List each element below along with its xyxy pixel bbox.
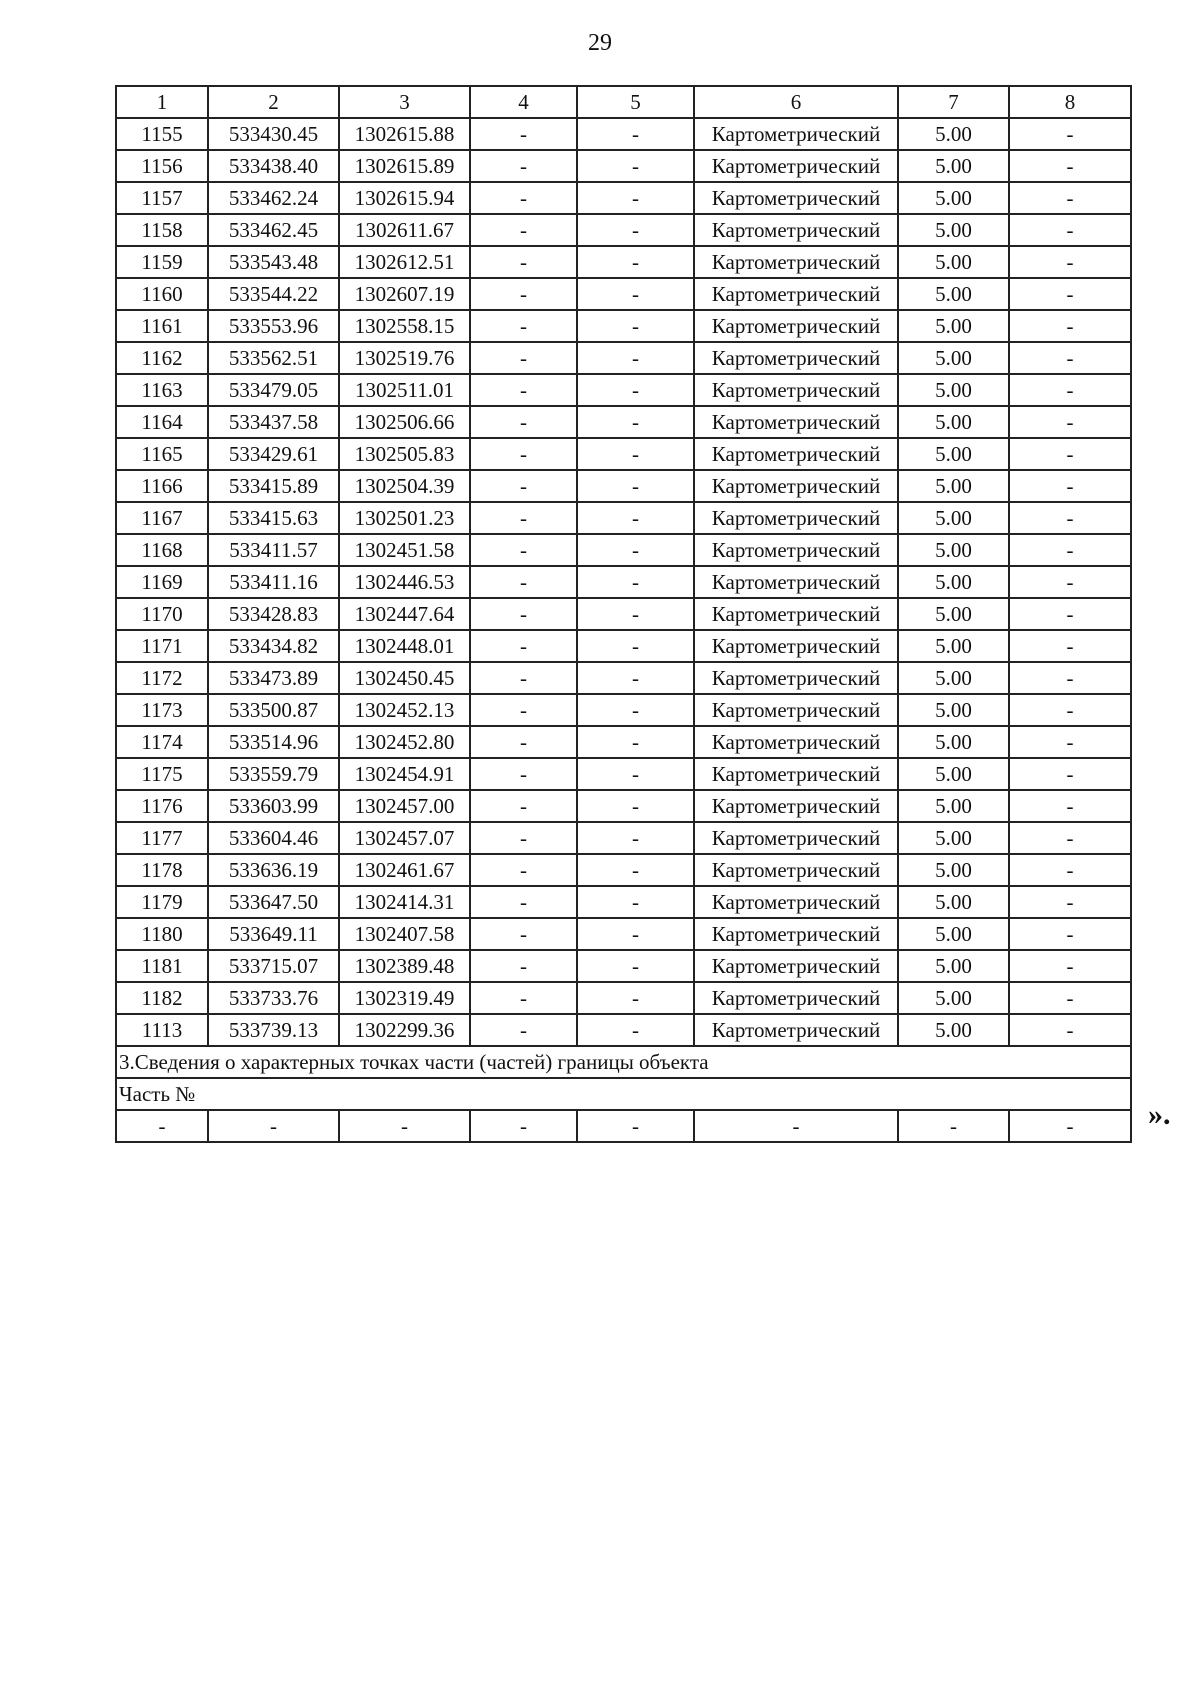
table-cell: 5.00 <box>898 886 1009 918</box>
table-cell: Картометрический <box>694 310 898 342</box>
table-row <box>116 502 1131 534</box>
table-cell: Картометрический <box>694 502 898 534</box>
table-cell: Картометрический <box>694 1014 898 1046</box>
table-cell: - <box>577 694 694 726</box>
table-cell: - <box>1009 534 1131 566</box>
table-cell: 5.00 <box>898 182 1009 214</box>
table-cell: 1302319.49 <box>339 982 470 1014</box>
table-cell: 5.00 <box>898 566 1009 598</box>
table-row <box>116 374 1131 406</box>
table-cell: - <box>470 118 577 150</box>
table-cell: 1302607.19 <box>339 278 470 310</box>
table-cell: 1173 <box>116 694 208 726</box>
table-cell: - <box>470 918 577 950</box>
table-cell: Картометрический <box>694 822 898 854</box>
table-cell: 533647.50 <box>208 886 339 918</box>
table-cell: 1177 <box>116 822 208 854</box>
table-cell: - <box>577 246 694 278</box>
table-cell: 1157 <box>116 182 208 214</box>
table-cell: 1172 <box>116 662 208 694</box>
table-cell: - <box>208 1110 339 1142</box>
table-row <box>116 214 1131 246</box>
table-cell: - <box>470 758 577 790</box>
table-cell: - <box>1009 790 1131 822</box>
table-cell: - <box>470 982 577 1014</box>
table-cell: - <box>1009 918 1131 950</box>
table-row <box>116 950 1131 982</box>
table-row <box>116 438 1131 470</box>
table-cell: Картометрический <box>694 726 898 758</box>
table-row <box>116 598 1131 630</box>
table-cell: 533604.46 <box>208 822 339 854</box>
table-cell: 1179 <box>116 886 208 918</box>
table-cell: 533543.48 <box>208 246 339 278</box>
table-cell: 533739.13 <box>208 1014 339 1046</box>
table-cell: - <box>1009 310 1131 342</box>
table-cell: 5.00 <box>898 406 1009 438</box>
table-cell: - <box>1009 886 1131 918</box>
table-cell: Картометрический <box>694 662 898 694</box>
table-cell: Картометрический <box>694 406 898 438</box>
table-cell: Картометрический <box>694 918 898 950</box>
table-cell: - <box>1009 630 1131 662</box>
table-cell: 1166 <box>116 470 208 502</box>
table-cell: - <box>577 918 694 950</box>
table-cell: - <box>1009 1110 1131 1142</box>
table-cell: 1160 <box>116 278 208 310</box>
table-cell: - <box>470 630 577 662</box>
table-cell: 2 <box>208 86 339 118</box>
table-cell: 5.00 <box>898 1014 1009 1046</box>
table-cell: 1302615.89 <box>339 150 470 182</box>
table-cell: - <box>577 566 694 598</box>
table-cell: 1302457.07 <box>339 822 470 854</box>
table-cell: 5.00 <box>898 950 1009 982</box>
table-row <box>116 694 1131 726</box>
table-cell: - <box>577 598 694 630</box>
table-cell: 533649.11 <box>208 918 339 950</box>
table-cell: - <box>470 1014 577 1046</box>
table-cell: 533553.96 <box>208 310 339 342</box>
table-cell: - <box>1009 726 1131 758</box>
table-row <box>116 854 1131 886</box>
table-cell: 5.00 <box>898 822 1009 854</box>
table-cell: 1302501.23 <box>339 502 470 534</box>
table-body <box>116 86 1131 1142</box>
table-cell: 1156 <box>116 150 208 182</box>
table-row <box>116 1014 1131 1046</box>
table-cell: - <box>1009 758 1131 790</box>
table-cell: 1181 <box>116 950 208 982</box>
table-row <box>116 630 1131 662</box>
table-cell: - <box>1009 662 1131 694</box>
table-cell: 5.00 <box>898 342 1009 374</box>
table-cell: - <box>577 726 694 758</box>
table-cell: - <box>339 1110 470 1142</box>
table-cell: - <box>1009 342 1131 374</box>
table-cell: 5.00 <box>898 854 1009 886</box>
table-cell: 533462.24 <box>208 182 339 214</box>
table-cell: - <box>470 534 577 566</box>
table-cell: - <box>470 886 577 918</box>
part-label-row <box>116 1078 1131 1110</box>
table-row <box>116 246 1131 278</box>
table-cell: - <box>1009 118 1131 150</box>
table-row <box>116 406 1131 438</box>
table-cell: - <box>577 662 694 694</box>
table-cell: 533562.51 <box>208 342 339 374</box>
table-cell: - <box>577 758 694 790</box>
table-cell: 5.00 <box>898 150 1009 182</box>
table-cell: 1168 <box>116 534 208 566</box>
table-cell: 533411.16 <box>208 566 339 598</box>
table-cell: 5.00 <box>898 918 1009 950</box>
table-cell: 5.00 <box>898 694 1009 726</box>
table-cell: 5.00 <box>898 374 1009 406</box>
table-cell: 533438.40 <box>208 150 339 182</box>
table-cell: Картометрический <box>694 118 898 150</box>
table-cell: - <box>470 854 577 886</box>
table-cell: - <box>577 438 694 470</box>
table-cell: 4 <box>470 86 577 118</box>
table-cell: 1302505.83 <box>339 438 470 470</box>
table-cell: - <box>470 278 577 310</box>
table-cell: Картометрический <box>694 438 898 470</box>
table-cell: 5.00 <box>898 982 1009 1014</box>
table-cell: - <box>577 630 694 662</box>
table-cell: - <box>1009 694 1131 726</box>
section-title: 3.Сведения о характерных точках части (частей) границы объекта <box>116 1046 1131 1078</box>
table-cell: Картометрический <box>694 758 898 790</box>
table-cell: - <box>577 310 694 342</box>
table-cell: - <box>470 438 577 470</box>
table-cell: - <box>470 182 577 214</box>
table-cell: Картометрический <box>694 982 898 1014</box>
table-cell: - <box>470 598 577 630</box>
table-cell: - <box>1009 150 1131 182</box>
table-cell: - <box>577 118 694 150</box>
table-cell: 5.00 <box>898 118 1009 150</box>
table-cell: 1175 <box>116 758 208 790</box>
table-cell: 5.00 <box>898 278 1009 310</box>
table-cell: 533733.76 <box>208 982 339 1014</box>
table-row <box>116 790 1131 822</box>
table-cell: 1302611.67 <box>339 214 470 246</box>
table-cell: 1302511.01 <box>339 374 470 406</box>
table-cell: 5.00 <box>898 758 1009 790</box>
table-cell: - <box>470 406 577 438</box>
table-cell: 5.00 <box>898 214 1009 246</box>
table-cell: - <box>577 150 694 182</box>
table-cell: - <box>577 950 694 982</box>
table-cell: - <box>577 406 694 438</box>
table-cell: 1302461.67 <box>339 854 470 886</box>
table-cell: - <box>577 502 694 534</box>
table-cell: - <box>577 342 694 374</box>
table-cell: Картометрический <box>694 694 898 726</box>
table-cell: Картометрический <box>694 342 898 374</box>
table-cell: - <box>1009 182 1131 214</box>
table-cell: 5.00 <box>898 790 1009 822</box>
table-row <box>116 342 1131 374</box>
table-cell: Картометрический <box>694 566 898 598</box>
table-cell: 533514.96 <box>208 726 339 758</box>
page-number: 29 <box>588 30 612 56</box>
table-cell: Картометрический <box>694 854 898 886</box>
table-cell: Картометрический <box>694 278 898 310</box>
table-cell: - <box>577 278 694 310</box>
table-cell: - <box>577 886 694 918</box>
table-row <box>116 758 1131 790</box>
table-cell: 1302454.91 <box>339 758 470 790</box>
empty-row <box>116 1110 1131 1142</box>
table-cell: 1302450.45 <box>339 662 470 694</box>
table-cell: 1155 <box>116 118 208 150</box>
table-cell: - <box>470 950 577 982</box>
table-cell: - <box>1009 1014 1131 1046</box>
table-cell: - <box>470 470 577 502</box>
table-cell: 1158 <box>116 214 208 246</box>
table-cell: - <box>1009 854 1131 886</box>
table-cell: Картометрический <box>694 470 898 502</box>
table-cell: - <box>1009 214 1131 246</box>
table-cell: 1170 <box>116 598 208 630</box>
table-cell: - <box>577 214 694 246</box>
table-row <box>116 278 1131 310</box>
table-cell: - <box>470 342 577 374</box>
table-cell: - <box>1009 374 1131 406</box>
table-cell: - <box>470 246 577 278</box>
table-cell: 1302446.53 <box>339 566 470 598</box>
table-cell: 1302448.01 <box>339 630 470 662</box>
table-cell: - <box>470 822 577 854</box>
table-row <box>116 662 1131 694</box>
table-row <box>116 918 1131 950</box>
table-cell: - <box>577 822 694 854</box>
table-cell: Картометрический <box>694 630 898 662</box>
table-cell: Картометрический <box>694 886 898 918</box>
closing-quote: ». <box>1148 1098 1171 1131</box>
table-cell: - <box>470 1110 577 1142</box>
table-cell: 1302504.39 <box>339 470 470 502</box>
table-cell: 533473.89 <box>208 662 339 694</box>
table-cell: 1302506.66 <box>339 406 470 438</box>
table-cell: - <box>577 982 694 1014</box>
part-label: Часть № <box>116 1078 1131 1110</box>
table-cell: 1302615.88 <box>339 118 470 150</box>
table-cell: - <box>577 790 694 822</box>
table-cell: 533636.19 <box>208 854 339 886</box>
header-row <box>116 86 1131 118</box>
table-cell: - <box>116 1110 208 1142</box>
table-row <box>116 182 1131 214</box>
table-cell: 1302447.64 <box>339 598 470 630</box>
table-cell: 533603.99 <box>208 790 339 822</box>
table-row <box>116 822 1131 854</box>
table-cell: 1302389.48 <box>339 950 470 982</box>
table-cell: 533462.45 <box>208 214 339 246</box>
table-row <box>116 886 1131 918</box>
table-cell: 1182 <box>116 982 208 1014</box>
table-cell: Картометрический <box>694 374 898 406</box>
table-cell: - <box>577 182 694 214</box>
table-cell: - <box>470 790 577 822</box>
table-cell: 1302407.58 <box>339 918 470 950</box>
table-cell: - <box>577 374 694 406</box>
table-cell: - <box>470 310 577 342</box>
table-cell: 5 <box>577 86 694 118</box>
table-cell: - <box>470 662 577 694</box>
table-cell: 1162 <box>116 342 208 374</box>
table-cell: 5.00 <box>898 502 1009 534</box>
table-cell: - <box>470 150 577 182</box>
table-cell: 1302452.80 <box>339 726 470 758</box>
table-cell: 5.00 <box>898 630 1009 662</box>
table-cell: 1165 <box>116 438 208 470</box>
table-cell: Картометрический <box>694 950 898 982</box>
table-cell: 533429.61 <box>208 438 339 470</box>
table-cell: Картометрический <box>694 598 898 630</box>
table-cell: 1302414.31 <box>339 886 470 918</box>
table-cell: 1171 <box>116 630 208 662</box>
table-cell: 1302612.51 <box>339 246 470 278</box>
table-cell: 3 <box>339 86 470 118</box>
table-cell: - <box>1009 438 1131 470</box>
table-cell: 1302457.00 <box>339 790 470 822</box>
section-title-row <box>116 1046 1131 1078</box>
table-cell: - <box>1009 470 1131 502</box>
table-cell: 533415.63 <box>208 502 339 534</box>
table-cell: - <box>1009 822 1131 854</box>
table-cell: - <box>470 214 577 246</box>
table-cell: - <box>470 374 577 406</box>
table-cell: 1164 <box>116 406 208 438</box>
table-cell: 5.00 <box>898 310 1009 342</box>
table-cell: 533434.82 <box>208 630 339 662</box>
table-cell: 1159 <box>116 246 208 278</box>
table-cell: - <box>1009 566 1131 598</box>
table-cell: 5.00 <box>898 726 1009 758</box>
table-cell: 1302558.15 <box>339 310 470 342</box>
table-cell: 533430.45 <box>208 118 339 150</box>
table-row <box>116 470 1131 502</box>
table-cell: Картометрический <box>694 150 898 182</box>
table-row <box>116 310 1131 342</box>
table-cell: 533559.79 <box>208 758 339 790</box>
table-cell: 6 <box>694 86 898 118</box>
table-cell: - <box>1009 406 1131 438</box>
table-cell: - <box>1009 950 1131 982</box>
table-cell: 1302519.76 <box>339 342 470 374</box>
table-cell: 533428.83 <box>208 598 339 630</box>
table-cell: 1167 <box>116 502 208 534</box>
table-cell: - <box>470 694 577 726</box>
table-cell: - <box>1009 598 1131 630</box>
table-cell: - <box>1009 246 1131 278</box>
table-cell: - <box>577 534 694 566</box>
table-cell: - <box>470 502 577 534</box>
table-cell: Картометрический <box>694 182 898 214</box>
table-cell: - <box>694 1110 898 1142</box>
table-cell: 1302299.36 <box>339 1014 470 1046</box>
table-cell: 5.00 <box>898 534 1009 566</box>
table-cell: Картометрический <box>694 534 898 566</box>
table-cell: 1174 <box>116 726 208 758</box>
table-cell: 533411.57 <box>208 534 339 566</box>
table-cell: - <box>1009 502 1131 534</box>
table-cell: - <box>577 854 694 886</box>
table-cell: Картометрический <box>694 790 898 822</box>
table-cell: 1113 <box>116 1014 208 1046</box>
table-cell: 1302451.58 <box>339 534 470 566</box>
table-row <box>116 534 1131 566</box>
table-cell: 1 <box>116 86 208 118</box>
table-cell: 533479.05 <box>208 374 339 406</box>
table-cell: - <box>898 1110 1009 1142</box>
table-cell: - <box>470 566 577 598</box>
table-cell: - <box>1009 982 1131 1014</box>
table-row <box>116 118 1131 150</box>
table-cell: 8 <box>1009 86 1131 118</box>
table-cell: 533415.89 <box>208 470 339 502</box>
table-row <box>116 566 1131 598</box>
table-cell: - <box>577 470 694 502</box>
table-cell: Картометрический <box>694 246 898 278</box>
table-cell: - <box>470 726 577 758</box>
table-cell: 1176 <box>116 790 208 822</box>
table-cell: 5.00 <box>898 470 1009 502</box>
table-cell: 1163 <box>116 374 208 406</box>
table-row <box>116 982 1131 1014</box>
table-cell: 1161 <box>116 310 208 342</box>
table-cell: 7 <box>898 86 1009 118</box>
table-cell: 1180 <box>116 918 208 950</box>
table-cell: 533715.07 <box>208 950 339 982</box>
coordinates-table <box>115 85 1132 1143</box>
table-row <box>116 150 1131 182</box>
table-cell: - <box>1009 278 1131 310</box>
table-cell: 533544.22 <box>208 278 339 310</box>
table-cell: 1302615.94 <box>339 182 470 214</box>
table-cell: 5.00 <box>898 598 1009 630</box>
table-cell: 5.00 <box>898 438 1009 470</box>
table-cell: - <box>577 1110 694 1142</box>
table-cell: 533500.87 <box>208 694 339 726</box>
table-cell: 5.00 <box>898 246 1009 278</box>
table-cell: 5.00 <box>898 662 1009 694</box>
table-cell: 1302452.13 <box>339 694 470 726</box>
table-cell: 1178 <box>116 854 208 886</box>
table-cell: 533437.58 <box>208 406 339 438</box>
table-cell: 1169 <box>116 566 208 598</box>
table-row <box>116 726 1131 758</box>
table-cell: - <box>577 1014 694 1046</box>
table-cell: Картометрический <box>694 214 898 246</box>
